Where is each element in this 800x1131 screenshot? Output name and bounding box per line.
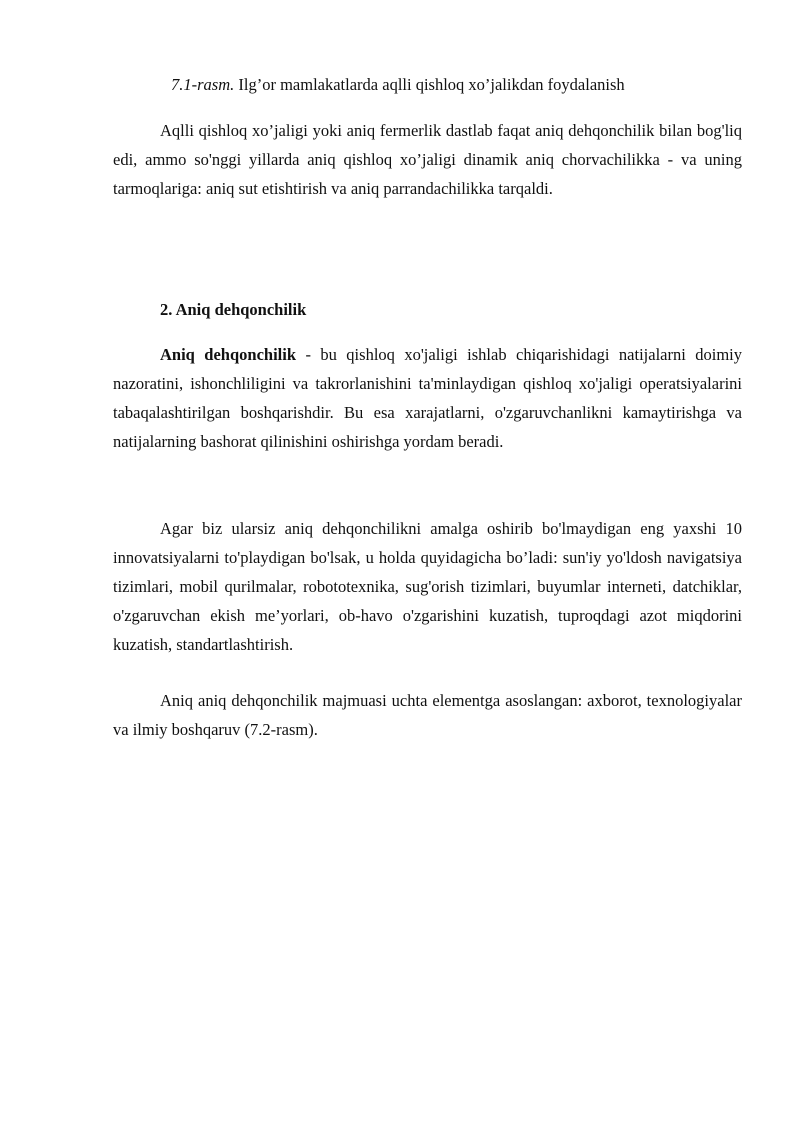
paragraph-three-elements: Aniq aniq dehqonchilik majmuasi uchta elementga asoslangan: axborot, texnologiyalar va ilmiy boshqaruv (7.2-rasm).: [113, 691, 742, 739]
paragraph-smart-agriculture: Aqlli qishloq xo’jaligi yoki aniq fermerlik dastlab faqat aniq dehqonchilik bilan bog'liq edi, ammo so'nggi yillarda aniq qishloq xo’jaligi dinamik aniq chorvachilikka - va uning tarmoqlariga: aniq sut etishtirish va aniq parrandachilikka tarqaldi.: [113, 121, 742, 198]
figure-caption: [171, 75, 625, 95]
paragraph-top-innovations: Agar biz ularsiz aniq dehqonchilikni amalga oshirib bo'lmaydigan eng yaxshi 10 innovatsiyalarni to'playdigan bo'lsak, u holda quyidagicha bo’ladi: sun'iy yo'ldosh navigatsiya tizimlari, mobil qurilmalar, robototexnika, sug'orish tizimlari, buyumlar interneti, datchiklar, o'zgaruvchan ekish me’yorlari, ob-havo o'zgarishini kuzatish, tuproqdagi azot miqdorini kuzatish, standartlashtirish.: [113, 519, 742, 654]
definition-text: - bu qishloq xo'jaligi ishlab chiqarishidagi natijalarni doimiy nazoratini, ishonchliligini va takrorlanishini ta'minlaydigan qishloq xo'jaligi operatsiyalarini tabaqalashtirilgan boshqarishdir. Bu esa xarajatlarni, o'zgaruvchanlikni kamaytirishga va natijalarning bashorat qilinishini oshirishga yordam beradi.: [113, 345, 742, 451]
defined-term: Aniq dehqonchilik: [160, 345, 296, 364]
figure-caption-label: 7.1-rasm.: [171, 75, 235, 94]
section-heading: 2. Aniq dehqonchilik: [160, 300, 307, 319]
figure-caption-text: Ilg’or mamlakatlarda aqlli qishloq xo’jalikdan foydalanish: [234, 75, 625, 94]
paragraph-precision-farming-definition: [113, 340, 742, 456]
